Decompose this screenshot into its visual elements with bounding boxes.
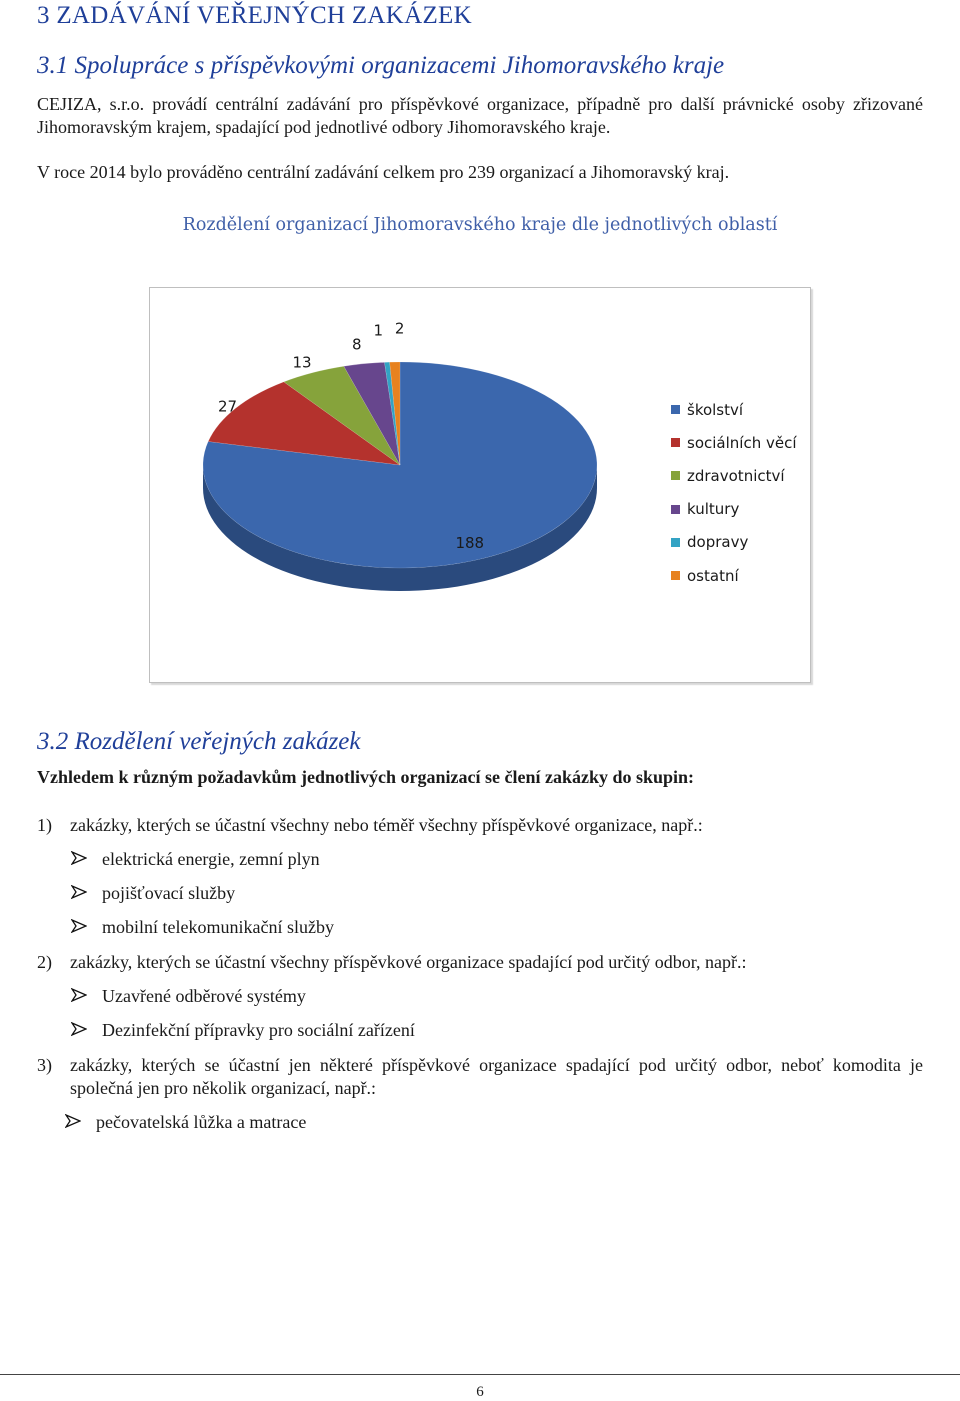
arrow-bullet-icon (71, 919, 87, 933)
legend-label: školství (687, 400, 744, 419)
list-number-1: 1) (37, 815, 52, 835)
footer-divider (0, 1374, 960, 1375)
bullet-item: Uzavřené odběrové systémy (102, 986, 306, 1006)
legend-swatch (671, 505, 680, 514)
groups-intro: Vzhledem k různým požadavkům jednotlivých organizací se člení zakázky do skupin: (37, 767, 695, 787)
intro-paragraph: CEJIZA, s.r.o. provádí centrální zadávání pro příspěvkové organizace, případně pro další právnické osoby zřizované Jihomoravským krajem, spadající pod jednotlivé odbory Jihomoravského kraje. (37, 94, 923, 137)
legend-label: zdravotnictví (687, 466, 785, 485)
summary-paragraph: V roce 2014 bylo prováděno centrální zadávání celkem pro 239 organizací a Jihomoravský kraj. (37, 162, 730, 182)
pie-data-label-dopravy: 1 (373, 321, 383, 340)
legend-label: kultury (687, 500, 740, 519)
legend-label: dopravy (687, 533, 749, 552)
legend-swatch (671, 571, 680, 580)
legend-swatch (671, 405, 680, 414)
pie-data-label-školství: 188 (455, 533, 485, 552)
bullet-item: elektrická energie, zemní plyn (102, 849, 320, 869)
bullet-item: pečovatelská lůžka a matrace (96, 1112, 307, 1132)
pie-data-label-kultury: 8 (351, 335, 362, 354)
chapter-heading: 3 ZADÁVÁNÍ VEŘEJNÝCH ZAKÁZEK (37, 2, 472, 29)
list-item-2-text: zakázky, kterých se účastní všechny příspěvkové organizace spadající pod určitý odbor, např.: (70, 952, 747, 972)
pie-data-label-ostatní: 2 (394, 319, 405, 338)
bullet-item: mobilní telekomunikační služby (102, 917, 334, 937)
list-number-3: 3) (37, 1055, 52, 1075)
legend-swatch (671, 538, 680, 547)
list-item-3-text: zakázky, kterých se účastní jen některé příspěvkové organizace spadající pod určitý odbor, neboť komodita je společná jen pro několik organizací, např.: (70, 1055, 923, 1098)
legend-item (671, 459, 796, 492)
arrow-bullet-icon (71, 851, 87, 865)
legend-item (671, 426, 796, 459)
list-item-1-text: zakázky, kterých se účastní všechny nebo téměř všechny příspěvkové organizace, např.: (70, 815, 703, 835)
page-number: 6 (476, 1384, 484, 1400)
legend-item (671, 526, 796, 559)
arrow-bullet-icon (71, 885, 87, 899)
bullet-item: Dezinfekční přípravky pro sociální zařízení (102, 1020, 415, 1040)
legend-item (671, 393, 796, 426)
legend-swatch (671, 471, 680, 480)
legend-item (671, 559, 796, 592)
section-heading-3-2: 3.2 Rozdělení veřejných zakázek (37, 728, 361, 755)
arrow-bullet-icon (71, 988, 87, 1002)
arrow-bullet-icon (65, 1114, 81, 1128)
pie-data-label-zdravotnictví: 13 (292, 353, 312, 372)
section-heading-3-1: 3.1 Spolupráce s příspěvkovými organizacemi Jihomoravského kraje (37, 52, 725, 79)
arrow-bullet-icon (71, 1022, 87, 1036)
legend-label: ostatní (687, 566, 739, 585)
legend-swatch (671, 438, 680, 447)
bullet-item: pojišťovací služby (102, 883, 236, 903)
chart-title: Rozdělení organizací Jihomoravského kraje dle jednotlivých oblastí (182, 215, 778, 235)
list-number-2: 2) (37, 952, 52, 972)
pie-data-label-sociálních věcí: 27 (217, 397, 238, 416)
legend-label: sociálních věcí (687, 433, 797, 452)
legend-item (671, 493, 796, 526)
chart-legend (671, 393, 796, 592)
